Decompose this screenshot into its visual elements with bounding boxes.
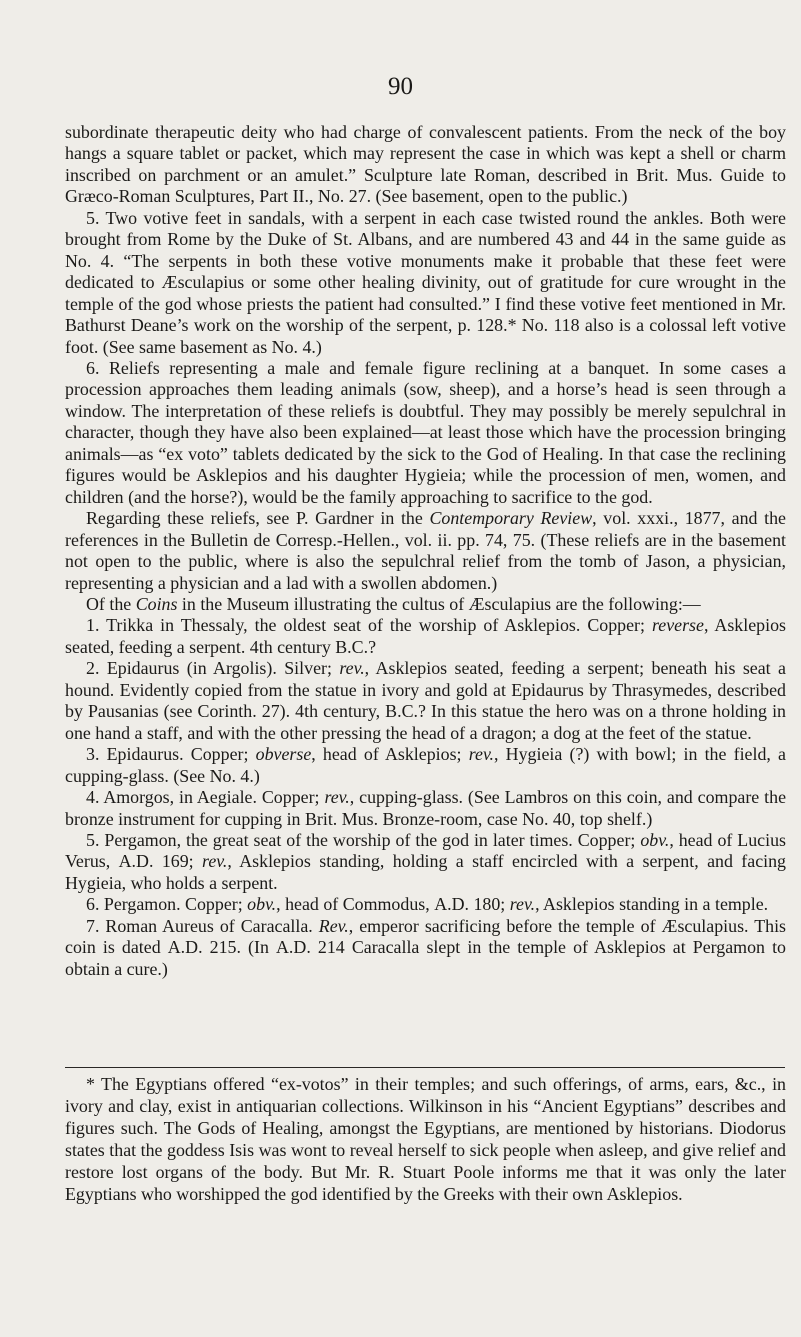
list-item: 1. Trikka in Thessaly, the oldest seat of the worship of Asklepios. Copper; reverse, Asklepios seated, feeding a serpent. 4th century B.C.? — [65, 615, 786, 657]
list-item: 6. Pergamon. Copper; obv., head of Commodus, A.D. 180; rev., Asklepios standing in a temple. — [86, 894, 769, 915]
list-item: 4. Amorgos, in Aegiale. Copper; rev., cupping-glass. (See Lambros on this coin, and compare the bronze instrument for cupping in Brit. Mus. Bronze-room, case No. 40, top shelf.) — [65, 787, 787, 829]
footnote: * The Egyptians offered “ex-votos” in their temples; and such offerings, of arms, ears, &c., in ivory and clay, exist in antiquarian collections. Wilkinson in his “Ancient Egyptians” describes and figures such. The Gods of Healing, amongst the Egyptians, are mentioned by historians. Diodorus states that the goddess Isis was wont to reveal herself to sick people when asleep, and give relief and restore lost organs of the body. But Mr. R. Stuart Poole informs me that it was only the later Egyptians who worshipped the god identified by the Greeks with their own Asklepios. — [65, 1074, 786, 1204]
footnote-divider — [65, 1067, 785, 1068]
paragraph: Of the Coins in the Museum illustrating the cultus of Æsculapius are the following:— — [86, 593, 701, 614]
list-item: 5. Pergamon, the great seat of the worship of the god in later times. Copper; obv., head of Lucius Verus, A.D. 169; rev., Asklepios standing, holding a staff encircled with a serpent, and facing Hygieia, who holds a serpent. — [65, 829, 786, 893]
list-item: 2. Epidaurus (in Argolis). Silver; rev., Asklepios seated, feeding a serpent; beneath his seat a hound. Evidently copied from the statue in ivory and gold at Epidaurus by Thrasymedes, described by Pausanias (see Corinth. 27). 4th century, B.C.? In this statue the hero was on a throne holding in one hand a staff, and with the other pressing the head of a dragon; a dog at the feet of the statue. — [65, 658, 786, 743]
paragraph: 6. Reliefs representing a male and female figure reclining at a banquet. In some cases a procession approaches them leading animals (sow, sheep), and a horse’s head is seen through a window. The interpretation of these reliefs is doubtful. They may possibly be merely sepulchral in character, though they have also been explained—at least those which have the procession bringing animals—as “ex voto” tablets dedicated by the sick to the God of Healing. In that case the reclining figures would be Asklepios and his daughter Hygieia; while the procession of men, women, and children (and the horse?), would be the family approaching to sacrifice to the god. — [65, 357, 786, 507]
list-item: 7. Roman Aureus of Caracalla. Rev., emperor sacrificing before the temple of Æsculapius. This coin is dated A.D. 215. (In A.D. 214 Caracalla slept in the temple of Asklepios at Pergamon to obtain a cure.) — [65, 915, 786, 979]
list-item: 3. Epidaurus. Copper; obverse, head of Asklepios; rev., Hygieia (?) with bowl; in the field, a cupping-glass. (See No. 4.) — [65, 744, 786, 786]
body-text — [65, 122, 786, 980]
paragraph: Regarding these reliefs, see P. Gardner in the Contemporary Review, vol. xxxi., 1877, and the references in the Bulletin de Corresp.-Hellen., vol. ii. pp. 74, 75. (These reliefs are in the basement not open to the public, where is also the sepulchral relief from the tomb of Jason, a physician, representing a physician and a lad with a swollen abdomen.) — [65, 508, 786, 593]
page-number: 90 — [388, 73, 413, 100]
paragraph: 5. Two votive feet in sandals, with a serpent in each case twisted round the ankles. Both were brought from Rome by the Duke of St. Albans, and are numbered 43 and 44 in the same guide as No. 4. “The serpents in both these votive monuments make it probable that these feet were dedicated to Æsculapius or some other healing divinity, out of gratitude for cure wrought in the temple of the god whose priests the patient had consulted.” I find these votive feet mentioned in Mr. Bathurst Deane’s work on the worship of the serpent, p. 128.* No. 118 also is a colossal left votive foot. (See same basement as No. 4.) — [65, 207, 786, 357]
paragraph: subordinate therapeutic deity who had charge of convalescent patients. From the neck of the boy hangs a square tablet or packet, which may represent the case in which was kept a shell or charm inscribed on parchment or an amulet.” Sculpture late Roman, described in Brit. Mus. Guide to Græco-Roman Sculptures, Part II., No. 27. (See basement, open to the public.) — [65, 122, 786, 207]
